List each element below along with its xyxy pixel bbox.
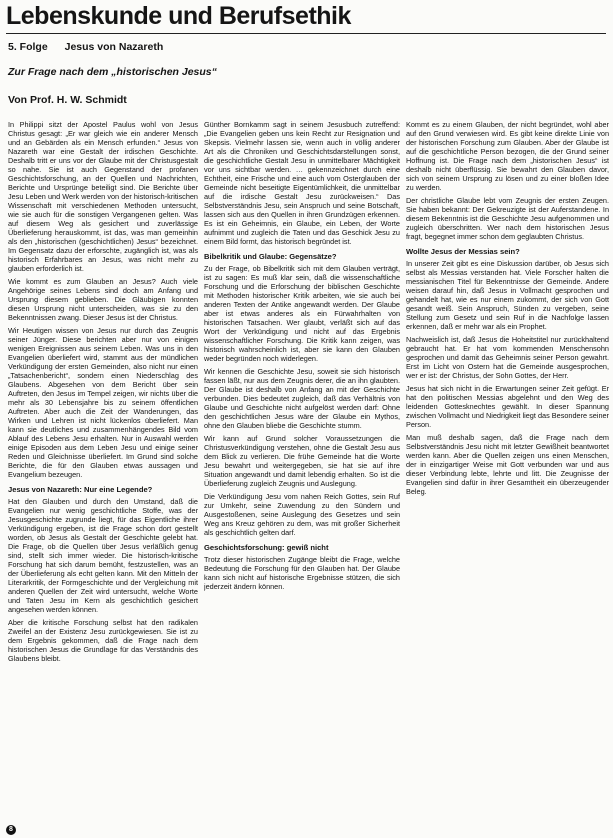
series-topic: Jesus von Nazareth	[64, 41, 164, 53]
article-author: Von Prof. H. W. Schmidt	[8, 94, 127, 106]
paragraph: In unserer Zeit gibt es eine Diskussion darüber, ob Jesus sich selbst als Messias verstanden hat. Viele Forscher halten die messianischen Titel für Bekenntnisse der Gemeinde. Andere weisen darauf hin, daß Jesus in Vollmacht gesprochen und gehandelt hat, wie es nur einem zukommt, der sich von Gott gesandt weiß. Sein Anspruch, Sünden zu vergeben, seine Stellung zum Gesetz und sein Ruf in die Nachfolge lassen erkennen, daß er mehr war als ein Prophet.	[406, 259, 609, 331]
paragraph: Wie kommt es zum Glauben an Jesus? Auch viele Angehörige seines Lebens sind doch am Anfang und Ursprung diesem geblieben. Die Gläubigen konnten diesen Ursprung nicht unterscheiden, was sie zu den Bekenntnissen zwang. Dieser Jesus ist der Christus.	[8, 277, 198, 322]
text-column-1	[8, 120, 198, 834]
page-title: Lebenskunde und Berufsethik	[6, 2, 351, 30]
text-column-2	[204, 120, 400, 834]
article-subtitle: Zur Frage nach dem „historischen Jesus“	[8, 66, 217, 78]
paragraph: Wir kann auf Grund solcher Voraussetzungen die Christusverkündigung verstehen, ohne die Gestalt Jesu aus dem Blick zu verlieren. Die frühe Gemeinde hat die Worte Jesu bewahrt und weitergegeben, sie hat sie auf ihre Situation angewandt und damit lebendig erhalten. So ist die Überlieferung zugleich Zeugnis und Auslegung.	[204, 434, 400, 488]
paragraph: Hat den Glauben und durch den Umstand, daß die Evangelien nur wenig geschichtliche Stoffe, was der Jesusgeschichte zugrunde liegt, für das Eigentliche ihrer Verkündigung ergeben, ist die Frage schon dort gestellt worden, ob Jesus als Gestalt der Geschichte gelebt hat. Die Frage, ob die Quellen über Jesus verläßlich genug sind, stellt sich immer wieder. Die historisch-kritische Forschung hat sich darum bemüht, festzustellen, was an der Überlieferung als echt gelten kann. Mit den Mitteln der Literarkritik, der Formgeschichte und der Vergleichung mit anderen Quellen der Zeit wird untersucht, welche Worte und Taten Jesu im Kern als geschichtlich gesichert angesehen werden können.	[8, 497, 198, 614]
section-heading: Jesus von Nazareth: Nur eine Legende?	[8, 485, 153, 494]
section-heading: Bibelkritik und Glaube: Gegensätze?	[204, 252, 337, 261]
paragraph: Zu der Frage, ob Bibelkritik sich mit dem Glauben verträgt, ist zu sagen: Es muß klar sein, daß die wissenschaftliche Forschung und die Erforschung der biblischen Geschichte mit Methoden historischer Kritik arbeiten, wie sie auch bei anderen Texten der Antike angewandt werden. Der Glaube aber ist etwas anderes als ein Fürwahrhalten von historischen Tatsachen. Wer glaubt, verläßt sich auf das Wort der Verkündigung und nicht auf das Ergebnis wissenschaftlicher Forschung. Die Kritik kann zeigen, was historisch wahrscheinlich ist, aber sie kann den Glauben weder begründen noch widerlegen.	[204, 264, 400, 363]
paragraph: Aber die kritische Forschung selbst hat den radikalen Zweifel an der Existenz Jesu zurückgewiesen. Sie ist zu dem Ergebnis gekommen, daß die Frage nach dem historischen Jesus die Grundlage für das Verständnis des Glaubens bleibt.	[8, 618, 198, 663]
paragraph: Man muß deshalb sagen, daß die Frage nach dem Selbstverständnis Jesu nicht mit letzter Gewißheit beantwortet werden kann. Aber die Quellen zeigen uns einen Menschen, der in einzigartiger Weise mit Gott verbunden war und aus dieser Verbindung lebte, lehrte und litt. Die Zeugnisse der Evangelien sind dafür in ihrer Gesamtheit ein überzeugender Beleg.	[406, 433, 609, 496]
title-rule	[6, 33, 606, 34]
paragraph: Wir Heutigen wissen von Jesus nur durch das Zeugnis seiner Jünger. Diese berichten aber nur von einigen wenigen Ereignissen aus seinem Leben. Was uns in den Evangelien überliefert wird, stammt aus der mündlichen Verkündigung der ersten Gemeinden, also nicht nur einen „Tatsachenbericht“, sondern einen Niederschlag des Glaubens. Abgesehen von dem Bericht über sein Auftreten, den Jesus im Tempel zeigen, wir nichts über die mehr als 30 Lebensjahre bis zu seinem öffentlichen Auftreten. Aber auch die Zeit der Wanderungen, das Wirken und Lehren ist nicht lückenlos überliefert. Man kann sie deutliches und zusammenhängendes Bild vom Ablauf des Lebens Jesu erhalten. Nur in Auswahl werden einige Episoden aus dem Leben Jesu und einige seiner Reden und Gleichnisse überliefert. Im Grund sind solche Berichte, die für den Glauben etwas aussagen und Evangelium bezeugen.	[8, 326, 198, 479]
paragraph: In Philippi sitzt der Apostel Paulus wohl von Jesus Christus gesagt: „Er war gleich wie ein anderer Mensch und an Gebärden als ein Mensch erfunden.“ Jesus von Nazareth war eine Gestalt der irdischen Geschichte. Deshalb tritt er uns vor der Glaube mit der Christusgestalt so nahe. Sie ist auch Gegenstand der profanen Geschichtsforschung, an der Quellen und Nachrichten, Berichte und Ursprünge beteiligt sind. Die Berichte über Jesu Leben und Werk werden von der historisch-kritischen Wissenschaft mit verschiedenen Methoden untersucht, wie sie auch für die sonstigen Vergangenen gelten. Was auf diesem Weg als gesichert und zuverlässige Überlieferung herauskommt, ist das, was man gemeinhin als den „historischen (geschichtlichen) Jesus“ bezeichnet. Im Gegensatz dazu der erforschte, zugänglich ist, was als historisch Erfahrbares an Jesus, was nicht mehr zu glauben erforderlich ist.	[8, 120, 198, 273]
paragraph: Die Verkündigung Jesu vom nahen Reich Gottes, sein Ruf zur Umkehr, seine Zuwendung zu den Sündern und Ausgestoßenen, seine Auslegung des Gesetzes und sein Weg ans Kreuz gehören zu dem, was mit großer Sicherheit als geschichtlich gelten darf.	[204, 492, 400, 537]
series-number: 5. Folge	[8, 41, 48, 53]
section-heading: Wollte Jesus der Messias sein?	[406, 247, 520, 256]
paragraph: Der christliche Glaube lebt vom Zeugnis der ersten Zeugen. Sie haben bekannt: Der Gekreuzigte ist der Auferstandene. In diesem Bekenntnis ist die Geschichte Jesu aufgenommen und zugleich überschritten. Wer nach dem historischen Jesus fragt, begegnet immer schon dem geglaubten Christus.	[406, 196, 609, 241]
paragraph: Trotz dieser historischen Zugänge bleibt die Frage, welche Bedeutung die Forschung für den Glauben hat. Der Glaube kann sich nicht auf historische Ergebnisse stützen, die sich jederzeit ändern können.	[204, 555, 400, 591]
series-line	[8, 41, 177, 53]
paragraph: Kommt es zu einem Glauben, der nicht begründet, wohl aber auf den Grund verwiesen wird. Es gibt keine direkte Linie von der historischen Forschung zum Glauben. Aber der Glaube ist auf die geschichtliche Person bezogen, die der Grund seiner Hoffnung ist. Die Frage nach dem „historischen Jesus“ ist deshalb nicht überflüssig. Sie bewahrt den Glauben davor, sich von seinem Ursprung zu lösen und zu einer bloßen Idee zu werden.	[406, 120, 609, 192]
paragraph: Nachweislich ist, daß Jesus die Hoheitstitel nur zurückhaltend gebraucht hat. Er hat vom kommenden Menschensohn gesprochen und damit das Geheimnis seiner Person gewahrt. Erst im Licht von Ostern hat die Gemeinde ausgesprochen, wer er ist: der Christus, der Sohn Gottes, der Herr.	[406, 335, 609, 380]
section-heading: Geschichtsforschung: gewiß nicht	[204, 543, 329, 552]
paragraph: Günther Bornkamm sagt in seinem Jesusbuch zutreffend: „Die Evangelien geben uns kein Recht zur Resignation und Skepsis. Vielmehr lassen sie, wenn auch in völlig anderer Art als die Chroniken und Geschichtsdarstellungen sonst, die geschichtliche Gestalt Jesu in unmittelbarer Mächtigkeit vor uns sichtbar werden. … gekennzeichnet durch eine Echtheit, eine Frische und eine auch vom Osterglauben der Gemeinde nicht beseitigte Eigentümlichkeit, die unmittelbar auf die irdische Gestalt Jesu zurückweisen.“ Das Selbstverständnis Jesu, sein Anspruch und seine Botschaft, lassen sich aus den Quellen in ihren Grundzügen erkennen. Es ist ein Geheimnis, ein Glaube, ein Leben, der Worte aufnimmt und zugleich die Taten und das Geschick Jesu zu einem Bild formt, das historisch begründet ist.	[204, 120, 400, 246]
paragraph: Jesus hat sich nicht in die Erwartungen seiner Zeit gefügt. Er hat den politischen Messias abgelehnt und den Weg des leidenden Gottesknechtes gewählt. In dieser Spannung zwischen Vollmacht und Niedrigkeit liegt das Besondere seiner Person.	[406, 384, 609, 429]
text-column-3	[406, 120, 609, 834]
paragraph: Wir kennen die Geschichte Jesu, soweit sie sich historisch fassen läßt, nur aus dem Zeugnis derer, die an ihn glaubten. Der Glaube ist deshalb von Anfang an mit der Geschichte verbunden. Dies bedeutet zugleich, daß das Verhältnis von Glaube und Geschichte nicht aufgelöst werden darf: Ohne den geschichtlichen Jesus wäre der Glaube ein Mythos, ohne den Glauben bliebe die Geschichte stumm.	[204, 367, 400, 430]
page-number: 8	[6, 825, 16, 835]
